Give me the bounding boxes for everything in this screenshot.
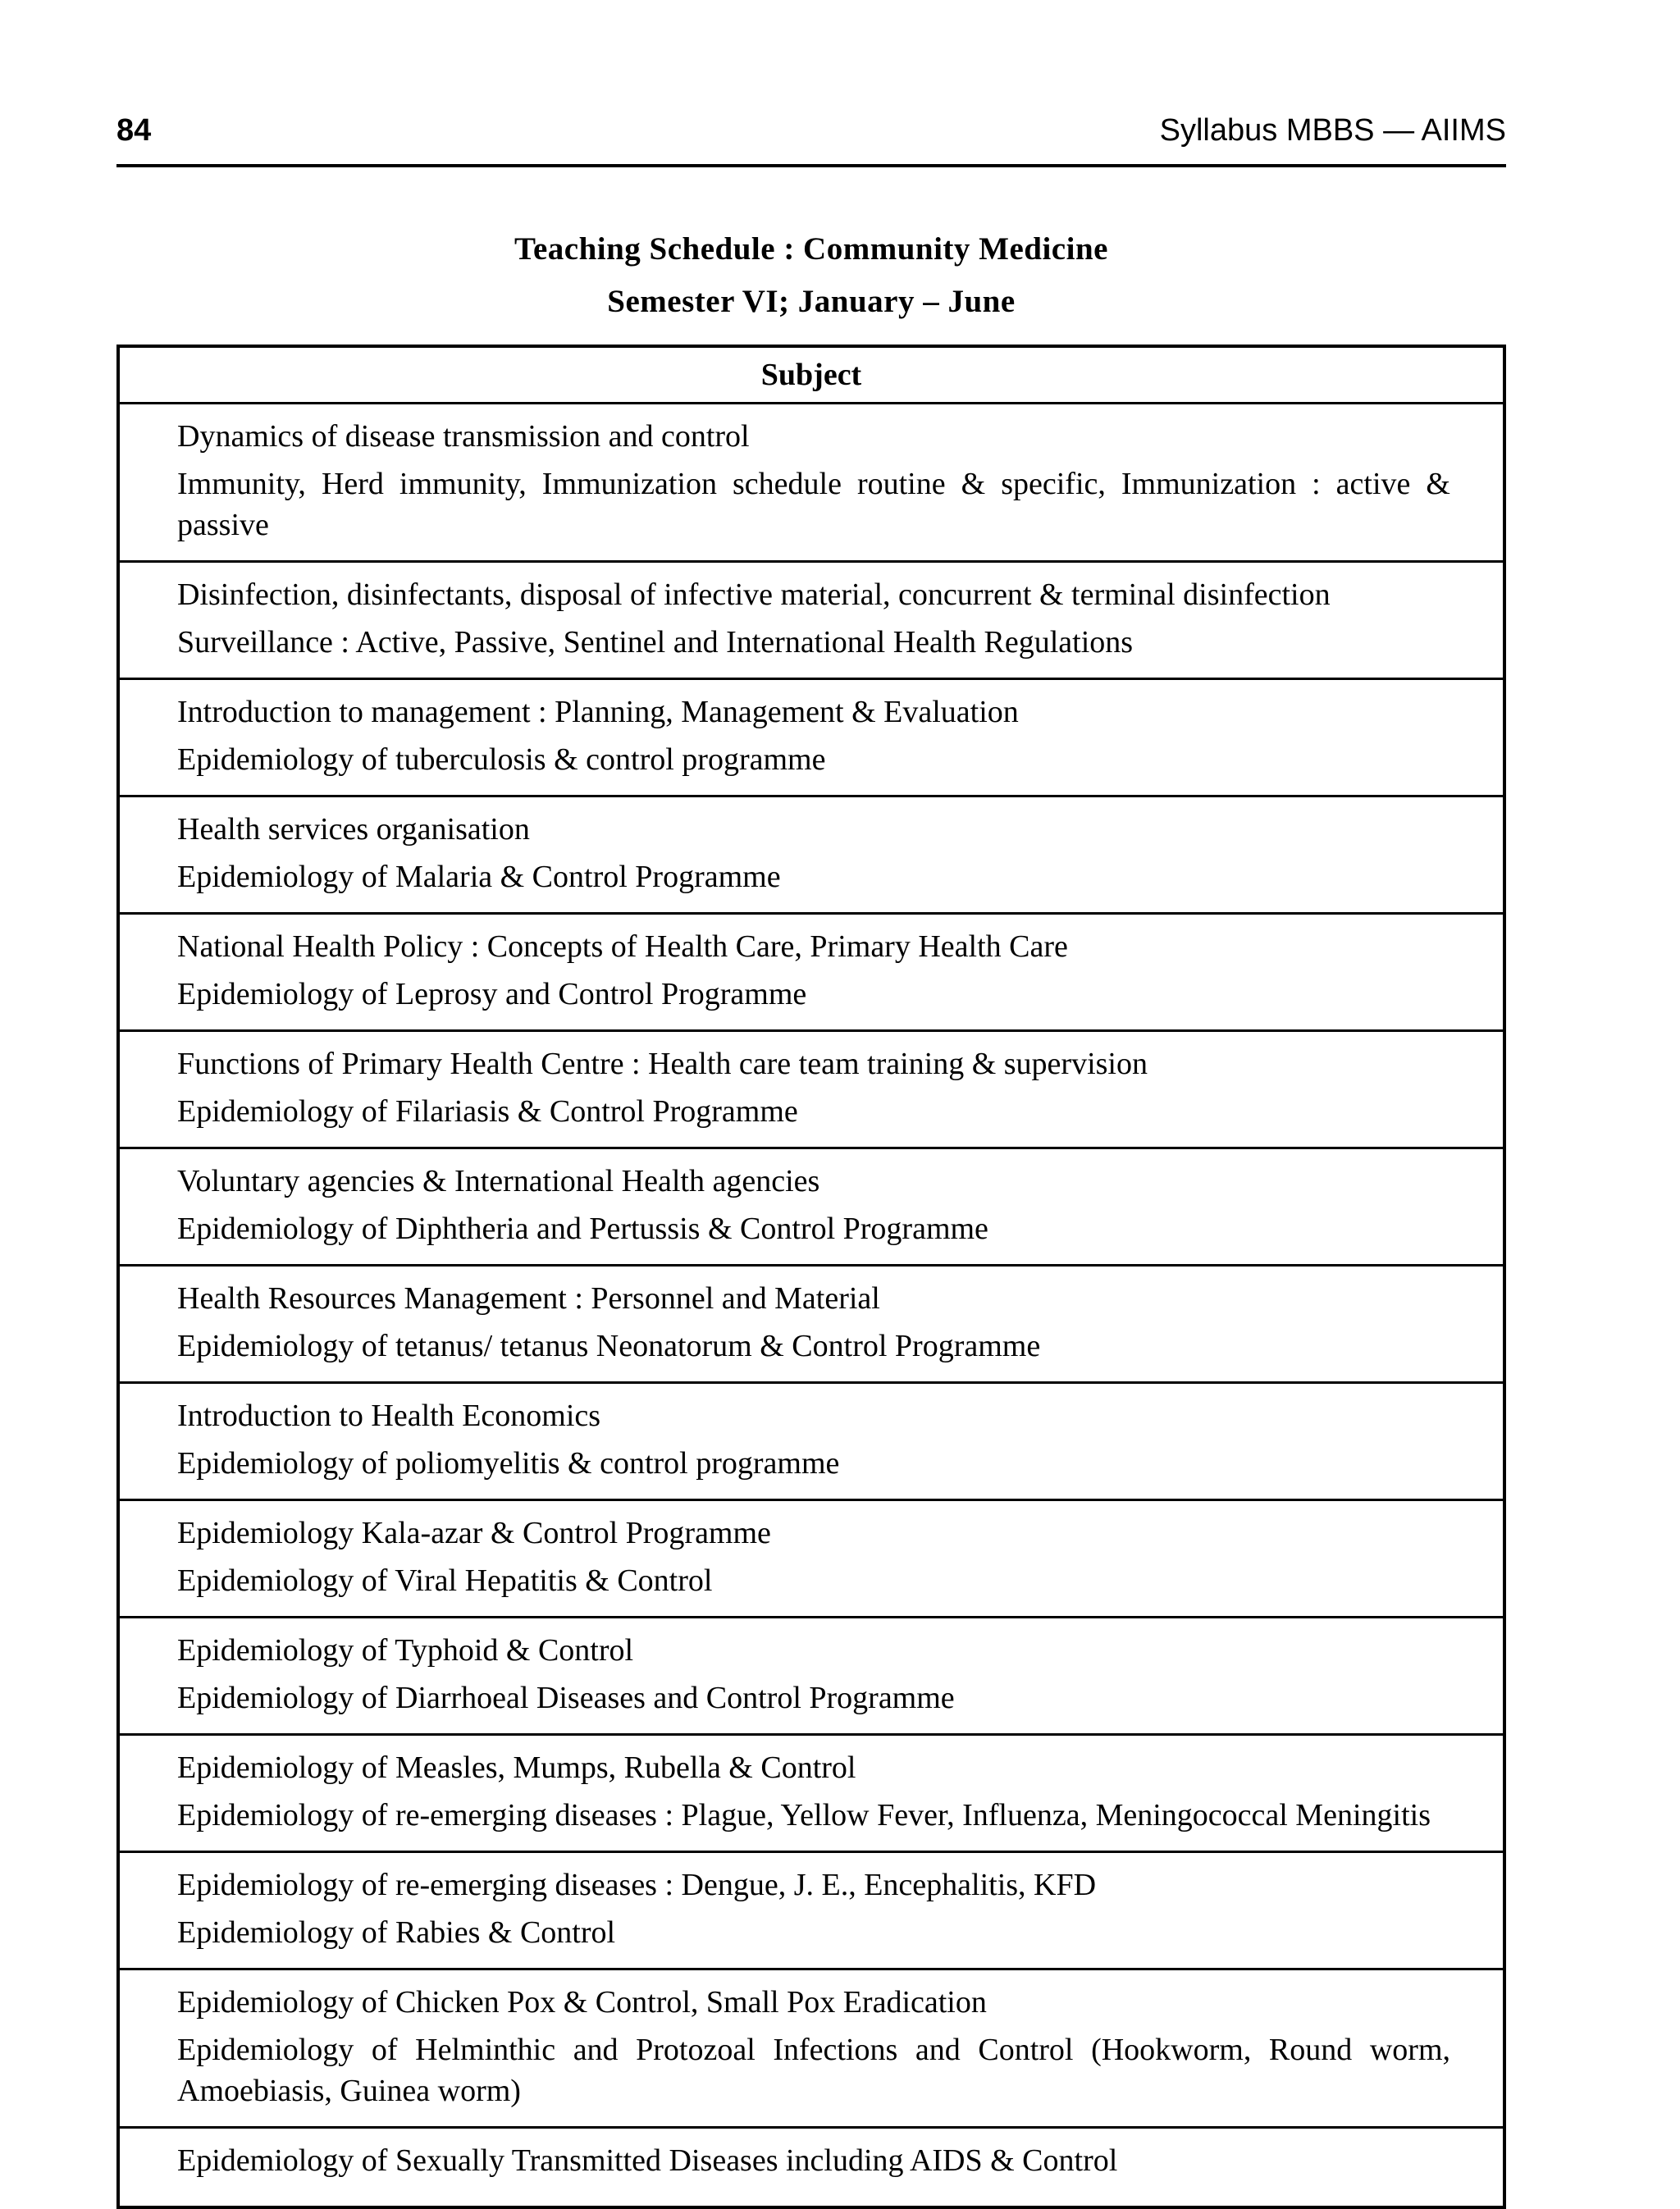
topic-text: Introduction to Health Economics [177,1399,601,1433]
session-row [120,1267,1503,1384]
page-number: 84 [116,113,152,148]
topic-text: Epidemiology of Chicken Pox & Control, Small Pox Eradication [177,1985,987,2020]
topic-text: Epidemiology of re-emerging diseases : Plague, Yellow Fever, Influenza, Meningococcal Meningitis [177,1798,1431,1832]
topic-text: Epidemiology of Diarrhoeal Diseases and Control Programme [177,1681,955,1715]
topic-text: Functions of Primary Health Centre : Health care team training & supervision [177,1047,1148,1081]
session-row [120,1970,1503,2129]
topic-text: Disinfection, disinfectants, disposal of infective material, concurrent & terminal disinfection [177,577,1331,612]
document-subtitle: Semester VI; January – June [607,284,1016,319]
topic-text: Epidemiology of Filariasis & Control Programme [177,1094,798,1129]
topic-text: Epidemiology of re-emerging diseases : Dengue, J. E., Encephalitis, KFD [177,1868,1097,1902]
topic-text: Epidemiology of Leprosy and Control Programme [177,977,807,1011]
topic-text: Health services organisation [177,812,530,847]
document-title: Teaching Schedule : Community Medicine [514,231,1108,267]
page-header [116,108,1506,167]
session-row [120,1618,1503,1736]
running-head: Syllabus MBBS — AIIMS [1159,113,1506,148]
topic-text: Epidemiology Kala-azar & Control Programme [177,1516,771,1550]
schedule-table [116,345,1506,2209]
session-row [120,563,1503,680]
topic-text: Voluntary agencies & International Health agencies [177,1164,820,1198]
session-row [120,1032,1503,1149]
topic-text: Epidemiology of Malaria & Control Programme [177,860,781,894]
topic-text: Epidemiology of tuberculosis & control programme [177,742,826,777]
column-header-subject: Subject [120,348,1503,404]
topic-text: Epidemiology of poliomyelitis & control programme [177,1446,840,1481]
topic-text: Epidemiology of tetanus/ tetanus Neonatorum & Control Programme [177,1329,1041,1363]
topic-text: Epidemiology of Diphtheria and Pertussis & Control Programme [177,1212,988,1246]
topic-text: Surveillance : Active, Passive, Sentinel and International Health Regulations [177,625,1134,660]
session-row [120,2129,1503,2206]
topic-text: Epidemiology of Typhoid & Control [177,1633,634,1668]
session-row [120,1149,1503,1267]
topic-text: Immunity, Herd immunity, Immunization schedule routine & specific, Immunization : active & passive [177,467,1450,542]
session-row [120,1384,1503,1501]
topic-text: Health Resources Management : Personnel and Material [177,1281,880,1316]
session-row [120,915,1503,1032]
title-block [116,223,1506,328]
schedule-body [120,404,1503,2206]
session-row [120,680,1503,797]
topic-text: Epidemiology of Measles, Mumps, Rubella & Control [177,1750,856,1785]
topic-text: Epidemiology of Helminthic and Protozoal Infections and Control (Hookworm, Round worm, Amoebiasis, Guinea worm) [177,2033,1450,2108]
topic-text: Epidemiology of Rabies & Control [177,1915,616,1950]
session-row [120,797,1503,915]
topic-text: Epidemiology of Viral Hepatitis & Control [177,1563,713,1598]
session-row [120,1853,1503,1970]
session-row [120,404,1503,563]
topic-text: Epidemiology of Sexually Transmitted Diseases including AIDS & Control [177,2143,1118,2178]
topic-text: Introduction to management : Planning, Management & Evaluation [177,695,1019,729]
session-row [120,1501,1503,1618]
session-row [120,1736,1503,1853]
topic-text: National Health Policy : Concepts of Health Care, Primary Health Care [177,929,1068,964]
topic-text: Dynamics of disease transmission and control [177,419,750,454]
